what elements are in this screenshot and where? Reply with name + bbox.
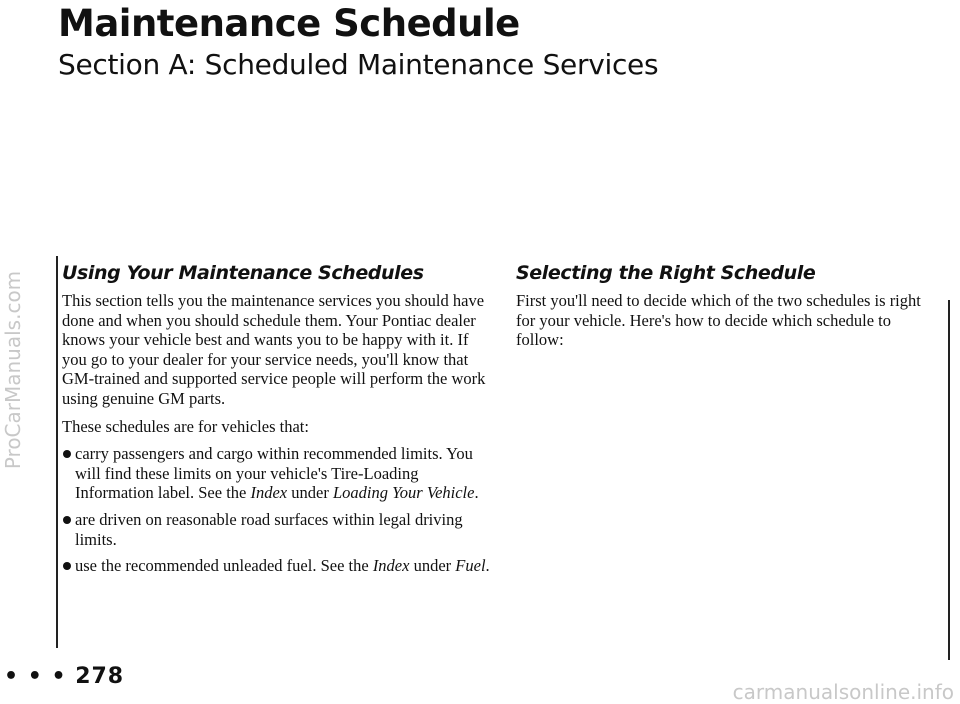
section-subtitle: Section A: Scheduled Maintenance Services: [58, 48, 659, 81]
left-column-rule: [56, 256, 58, 648]
selecting-paragraph: First you'll need to decide which of the two schedules is right for your vehicle. Here's how to decide which schedule to follow:: [516, 291, 921, 350]
footer-watermark: carmanualsonline.info: [732, 680, 954, 704]
fuel-reference: Fuel: [455, 556, 486, 576]
index-reference: Index: [250, 483, 288, 503]
list-item-text: under: [409, 556, 456, 576]
list-item: [62, 510, 494, 549]
list-item-text: carry passengers and cargo within recommended limits. You will find these limits on your vehicle's Tire-Loading Information label. See the: [75, 444, 473, 503]
side-watermark: [1, 120, 25, 620]
list-item-text: use the recommended unleaded fuel. See the: [75, 556, 373, 576]
list-item-text: are driven on reasonable road surfaces within legal driving limits.: [75, 509, 463, 549]
list-item-text: .: [485, 556, 490, 576]
page-title: Maintenance Schedule: [58, 2, 520, 45]
page-number: [4, 664, 124, 689]
list-item: [62, 556, 494, 576]
list-item-text: under: [287, 483, 333, 503]
intro-paragraph: This section tells you the maintenance services you should have done and when you should schedule them. Your Pontiac dealer knows your vehicle best and wants you to be happy with it. If you go to your dealer for your service needs, you'll know that GM-trained and supported service people will perform the work using genuine GM parts.: [62, 291, 486, 408]
left-column: [62, 262, 494, 583]
loading-your-vehicle-reference: Loading Your Vehicle: [332, 483, 475, 503]
list-item: [62, 444, 494, 503]
page-number-value: 278: [75, 664, 125, 689]
list-item-text: .: [474, 483, 479, 503]
schedules-for-paragraph: These schedules are for vehicles that:: [62, 416, 309, 436]
right-column-heading: Selecting the Right Schedule: [516, 262, 816, 284]
left-column-heading: Using Your Maintenance Schedules: [62, 262, 424, 284]
index-reference: Index: [372, 556, 410, 576]
right-edge-rule: [948, 300, 950, 660]
page-dots: • • •: [4, 664, 67, 689]
right-column: [516, 262, 940, 358]
vehicle-conditions-list: [62, 444, 494, 576]
side-watermark-text: ProCarManuals.com: [1, 270, 25, 470]
